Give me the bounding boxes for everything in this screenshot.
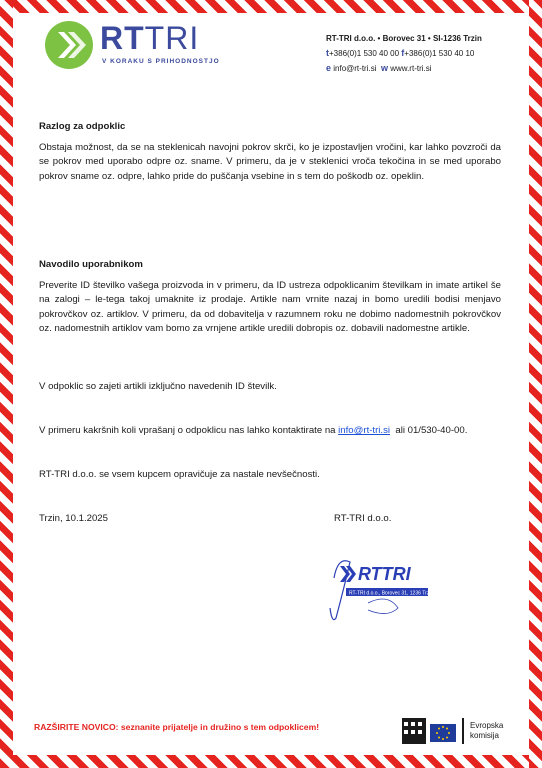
- header-website[interactable]: www.rt-tri.si: [390, 64, 432, 73]
- reason-heading: Razlog za odpoklic: [39, 121, 126, 132]
- place-date: Trzin, 10.1.2025: [39, 513, 108, 524]
- logo-chevron-icon: [44, 20, 96, 70]
- logo-slogan: V KORAKU S PRIHODNOSTJO: [102, 58, 220, 65]
- company-web: e info@rt-tri.si w www.rt-tri.si: [326, 63, 432, 73]
- eu-commission-label: Evropska komisija: [470, 721, 504, 740]
- contact-text: V primeru kakršnih koli vprašanj o odpoklicu nas lahko kontaktirate na info@rt-tri.si ali 01/530-40-00.: [39, 425, 468, 436]
- reason-text: Obstaja možnost, da se na steklenicah navojni pokrov skrči, ko je izpostavljen vročini, kar lahko povzroči da se pokrov med uporabo odpre oz. sname. V primeru, da je v steklenici vroča tekočina in se med uporabo pokrov sname oz. odpre, lahko pride do puščanja vsebine in s tem do poškodb oz. opeklin.: [39, 141, 501, 182]
- border-left: [0, 0, 13, 768]
- instructions-text: Preverite ID številko vašega proizvoda in v primeru, da ID ustreza odpoklicanim številkam in imate artikel še na zalogi – le-tega takoj umaknite iz prodaje. Artikle nam vrnite nazaj in bomo uredili bodisi menjavo pokrovčkov oz. artiklov. V primeru, da od dobavitelja v razumnem roku ne dobimo nadomestnih pokrovčkov oz. nadomestnih artiklov vam bomo za vrnjene artikle uredili dobropis oz. dobavili nadomestne artikle.: [39, 279, 501, 335]
- logo-wordmark: RTTRI: [100, 20, 200, 56]
- border-top: [0, 0, 542, 13]
- instructions-heading: Navodilo uporabnikom: [39, 259, 143, 270]
- contact-email-link[interactable]: info@rt-tri.si: [338, 425, 391, 436]
- signature-company: RT-TRI d.o.o.: [334, 513, 392, 524]
- eu-building-icon: [400, 710, 466, 746]
- section-instructions: [39, 258, 501, 337]
- company-info: [326, 32, 482, 76]
- company-phones: t+386(0)1 530 40 00 f+386(0)1 530 40 10: [326, 48, 475, 58]
- scope-text: V odpoklic so zajeti artikli izključno navedenih ID številk.: [39, 381, 277, 392]
- stamp-graphic: [328, 548, 446, 632]
- svg-text:RT-TRI d.o.o., Borovec 31, 123: RT-TRI d.o.o., Borovec 31, 1236 Trzin: [349, 590, 434, 597]
- apology-text: RT-TRI d.o.o. se vsem kupcem opravičuje za nastale nevšečnosti.: [39, 469, 320, 480]
- company-logo: [44, 20, 224, 70]
- svg-text:RTTRI: RTTRI: [358, 564, 411, 584]
- header-email[interactable]: info@rt-tri.si: [333, 64, 377, 73]
- company-stamp: [328, 548, 446, 632]
- section-reason: [39, 120, 501, 184]
- company-address: RT-TRI d.o.o. • Borovec 31 • SI-1236 Trzin: [326, 34, 482, 43]
- eu-commission-logo: [400, 710, 515, 746]
- border-right: [529, 0, 542, 768]
- spread-the-news-notice: RAZŠIRITE NOVICO: seznanite prijatelje in družino s tem odpoklicem!: [34, 722, 320, 732]
- border-bottom: [0, 755, 542, 768]
